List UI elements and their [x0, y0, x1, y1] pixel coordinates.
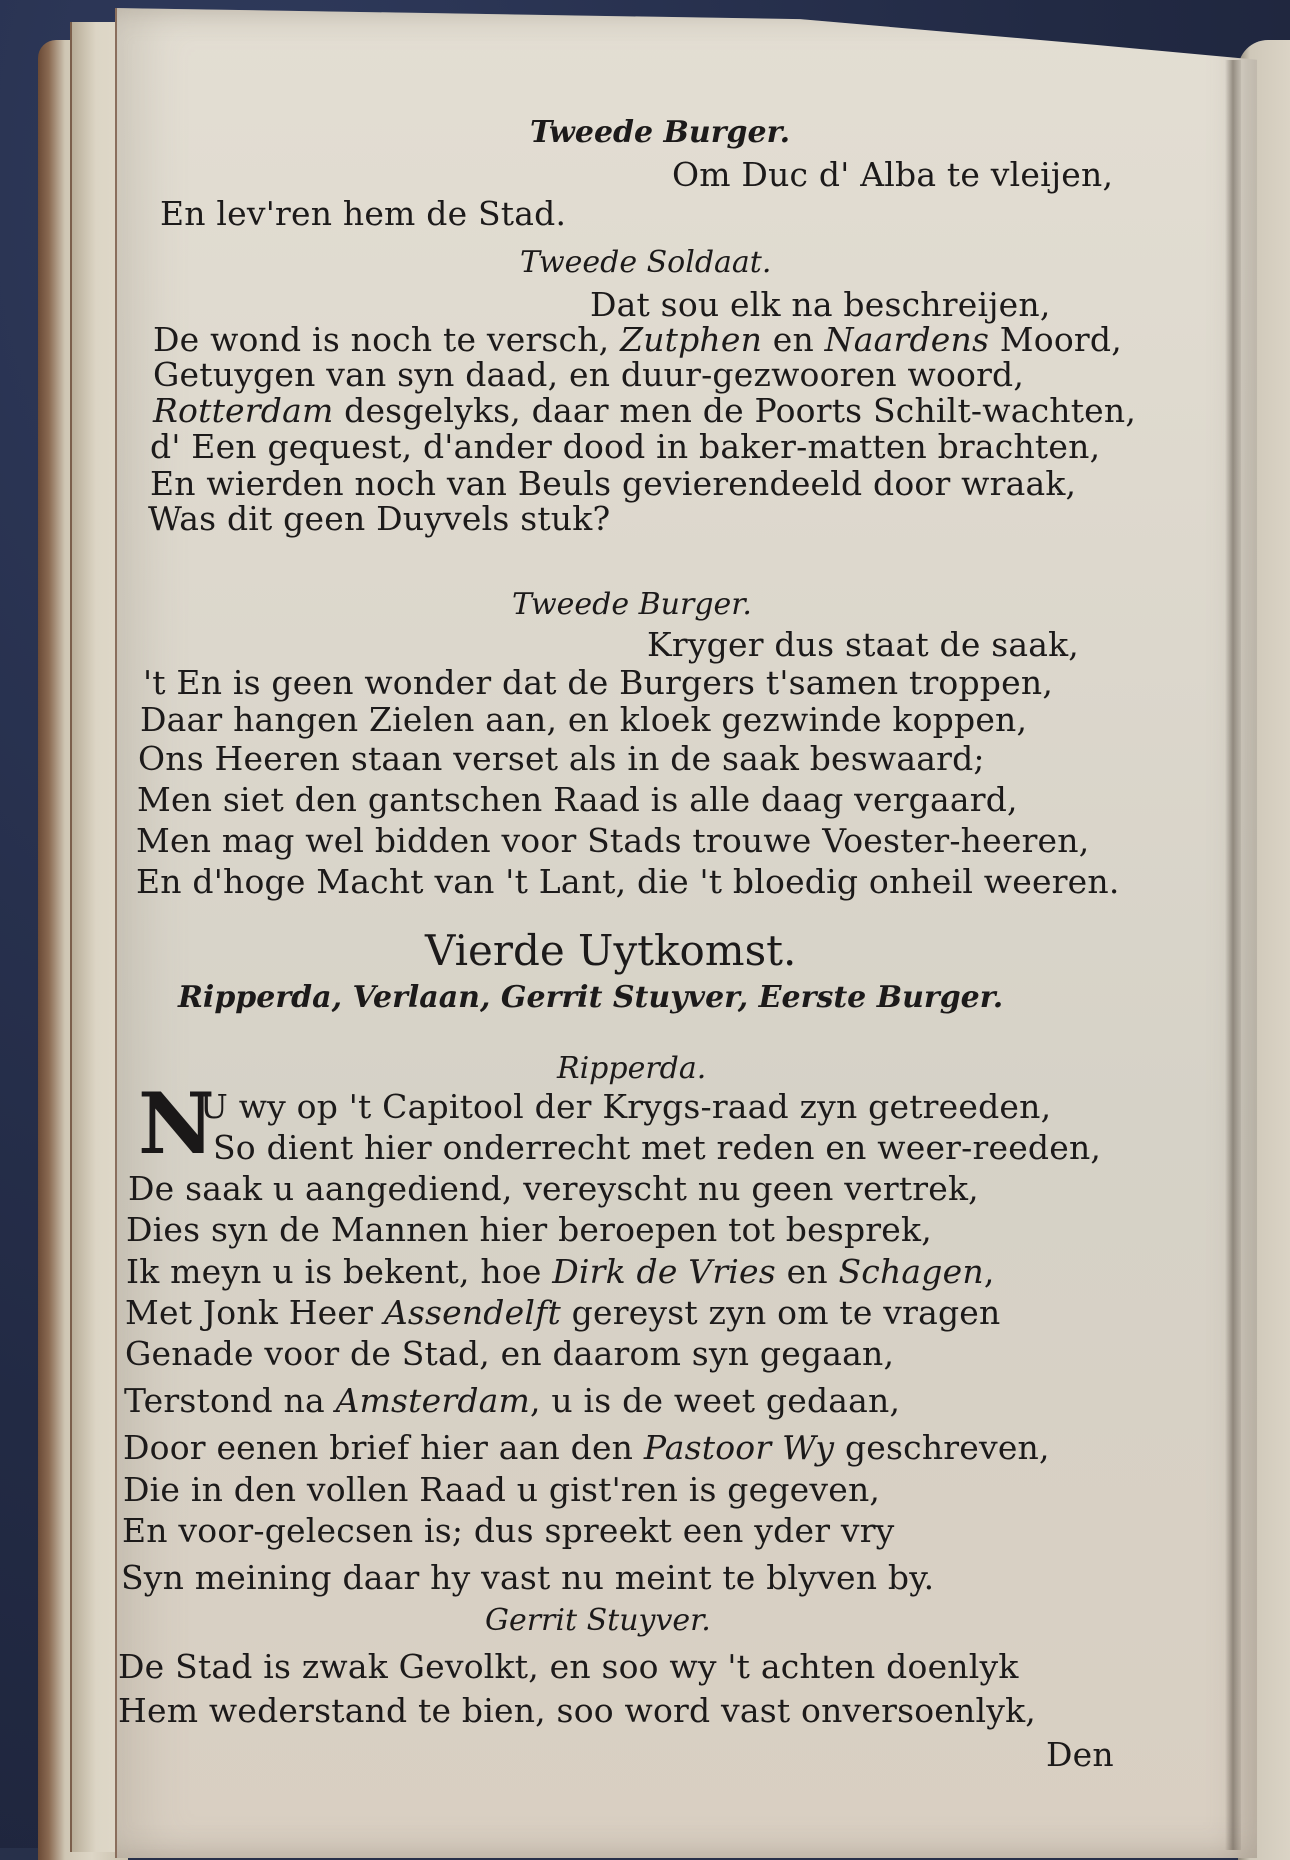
verse-line — [123, 1428, 1050, 1467]
verse-line: Getuygen van syn daad, en duur-gezwooren woord, — [153, 355, 1025, 394]
verse-line: 't En is geen wonder dat de Burgers t'samen troppen, — [143, 663, 1054, 702]
verse-line — [126, 1252, 995, 1291]
text-span: en — [775, 1252, 839, 1291]
verse-line: Syn meining daar hy vast nu meint te blyven by. — [121, 1558, 935, 1597]
verse-line — [153, 391, 1137, 430]
text-span: geschreven, — [834, 1428, 1050, 1467]
verse-line: De Stad is zwak Gevolkt, en soo wy 't achten doenlyk — [118, 1647, 1019, 1686]
verse-line: Hem wederstand te bien, soo word vast onversoenlyk, — [118, 1691, 1036, 1730]
verse-line: U wy op 't Capitool der Krygs-raad zyn getreeden, — [200, 1087, 1052, 1126]
proper-name: Schagen — [838, 1252, 984, 1291]
verse-line: Men mag wel bidden voor Stads trouwe Voester-heeren, — [136, 821, 1090, 860]
proper-name: Assendelft — [383, 1293, 561, 1332]
text-span: De wond is noch te versch, — [153, 320, 621, 359]
text-span: Met Jonk Heer — [125, 1293, 384, 1332]
verse-line: Daar hangen Zielen aan, en kloek gezwinde koppen, — [140, 700, 1028, 739]
scene-heading: Vierde Uytkomst. — [425, 926, 797, 975]
verse-line: Dat sou elk na beschreijen, — [590, 285, 1051, 324]
text-span: Door eenen brief hier aan den — [123, 1428, 644, 1467]
speaker-name: Tweede Soldaat. — [520, 245, 772, 280]
verse-line: So dient hier onderrecht met reden en weer-reeden, — [213, 1128, 1102, 1167]
proper-name: Naardens — [824, 320, 990, 359]
speaker-name: Gerrit Stuyver. — [485, 1603, 711, 1638]
verse-line: Om Duc d' Alba te vleijen, — [672, 155, 1114, 194]
drop-cap: N — [138, 1074, 215, 1173]
verse-line — [124, 1381, 901, 1420]
proper-name: Amsterdam — [335, 1381, 531, 1420]
verse-line: Kryger dus staat de saak, — [647, 625, 1080, 664]
proper-name: Pastoor Wy — [643, 1428, 835, 1467]
page-gutter-shadow — [1225, 60, 1241, 1850]
proper-name: Rotterdam — [153, 391, 334, 430]
verse-line: Genade voor de Stad, en daarom syn gegaan, — [125, 1334, 895, 1373]
verse-line: En voor-gelecsen is; dus spreekt een yder vry — [122, 1511, 895, 1550]
verse-line: Dies syn de Mannen hier beroepen tot besprek, — [126, 1210, 932, 1249]
speaker-name: Tweede Burger. — [530, 115, 791, 150]
verse-line — [125, 1293, 1001, 1332]
verse-line: En d'hoge Macht van 't Lant, die 't bloedig onheil weeren. — [136, 862, 1120, 901]
verse-line: De saak u aangediend, vereyscht nu geen vertrek, — [128, 1169, 979, 1208]
scene-characters: Ripperda, Verlaan, Gerrit Stuyver, Eerste Burger. — [178, 980, 1004, 1015]
speaker-name: Ripperda. — [557, 1051, 707, 1086]
text-span: desgelyks, daar men de Poorts Schilt-wachten, — [333, 391, 1137, 430]
proper-name: Zutphen — [620, 320, 763, 359]
proper-name: Dirk de Vries — [552, 1252, 776, 1291]
text-span: en — [762, 320, 825, 359]
verse-line: En lev'ren hem de Stad. — [160, 194, 567, 233]
verse-line: Ons Heeren staan verset als in de saak beswaard; — [138, 739, 985, 778]
verse-line: Die in den vollen Raad u gist'ren is gegeven, — [123, 1470, 881, 1509]
text-span: Moord, — [989, 320, 1122, 359]
catchword: Den — [1046, 1735, 1114, 1774]
speaker-name: Tweede Burger. — [512, 587, 752, 622]
verse-line: Was dit geen Duyvels stuk? — [148, 499, 611, 538]
text-span: gereyst zyn om te vragen — [560, 1293, 1001, 1332]
verse-line: En wierden noch van Beuls gevierendeeld door wraak, — [150, 464, 1077, 503]
verse-line: d' Een gequest, d'ander dood in baker-matten brachten, — [150, 427, 1101, 466]
verse-line — [153, 320, 1122, 359]
text-span: , u is de weet gedaan, — [530, 1381, 901, 1420]
verse-line: Men siet den gantschen Raad is alle daag vergaard, — [137, 780, 1018, 819]
text-span: , — [983, 1252, 995, 1291]
text-span: Terstond na — [124, 1381, 336, 1420]
text-span: Ik meyn u is bekent, hoe — [126, 1252, 553, 1291]
